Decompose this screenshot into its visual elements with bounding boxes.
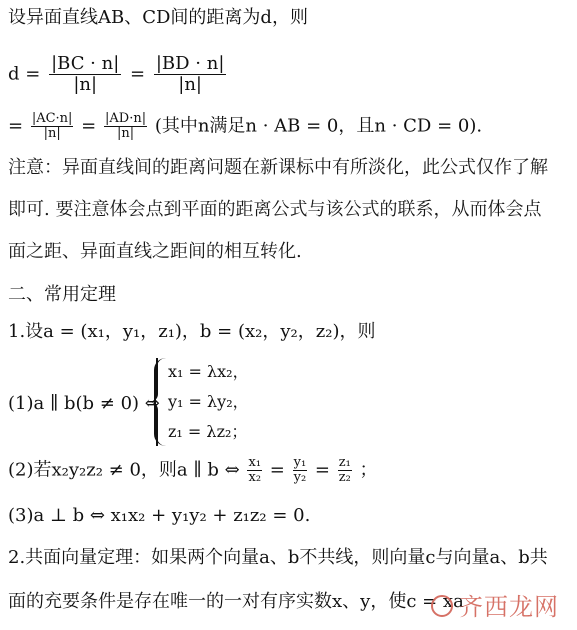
note-line-2: 即可. 要注意体会点到平面的距离公式与该公式的联系，从而体会点 xyxy=(8,199,542,220)
equals-sign-3: = xyxy=(81,115,97,137)
note-line-3: 面之距、异面直线之距间的相互转化. xyxy=(8,241,302,262)
distance-label: d = xyxy=(8,63,41,85)
ad-fraction xyxy=(104,112,147,141)
formula-intro: 设异面直线AB、CD间的距离为d，则 xyxy=(8,7,308,28)
ac-fraction xyxy=(31,112,74,141)
alternate-distance-formula-line xyxy=(8,112,482,141)
normal-vector-condition: (其中n满足n · AB = 0，且n · CD = 0). xyxy=(154,115,483,137)
theorem-1-part-1-left: (1)a ∥ b(b ≠ 0) ⇔ xyxy=(8,393,160,414)
theorem-2-line-2: 面的充要条件是存在唯一的一对有序实数x、y，使c = xa xyxy=(8,591,464,612)
note-line-1: 注意：异面直线间的距离问题在新课标中有所淡化，此公式仅作了解 xyxy=(8,157,548,178)
bc-fraction xyxy=(49,54,121,95)
watermark xyxy=(431,587,559,622)
y-ratio-fraction xyxy=(293,456,308,485)
z-ratio-numerator: z₁ xyxy=(338,455,351,470)
ratio-equals-1: = xyxy=(269,459,285,481)
ad-denominator: |n| xyxy=(116,126,135,141)
ac-denominator: |n| xyxy=(43,126,61,141)
equals-sign-1: = xyxy=(130,63,146,85)
parallel-condition-x: x₁ = λx₂， xyxy=(168,362,249,381)
x-ratio-denominator: x₂ xyxy=(248,470,262,485)
ad-numerator: |AD·n| xyxy=(105,111,147,126)
parallel-condition-z: z₁ = λz₂； xyxy=(168,422,248,441)
x-ratio-numerator: x₁ xyxy=(248,455,262,470)
bc-denominator: |n| xyxy=(73,74,98,95)
section-title: 二、常用定理 xyxy=(8,284,116,305)
distance-formula-line xyxy=(8,54,229,95)
theorem-1-part-3: (3)a ⊥ b ⇔ x₁x₂ + y₁y₂ + z₁z₂ = 0. xyxy=(8,505,311,526)
watermark-text: 齐西龙网 xyxy=(459,593,559,621)
theorem-1-part-2 xyxy=(8,456,378,485)
y-ratio-numerator: y₁ xyxy=(293,455,307,470)
bd-denominator: |n| xyxy=(178,74,202,95)
theorem-1-definition: 1.设a = (x₁，y₁，z₁)，b = (x₂，y₂，z₂)，则 xyxy=(8,321,376,342)
ratio-equals-2: = xyxy=(314,459,330,481)
z-ratio-denominator: z₂ xyxy=(338,470,351,485)
bd-fraction xyxy=(154,54,227,95)
z-ratio-fraction xyxy=(338,456,352,485)
theorem-1-part-2-tail: ； xyxy=(359,459,378,481)
watermark-logo-icon xyxy=(431,595,453,617)
x-ratio-fraction xyxy=(247,456,262,485)
y-ratio-denominator: y₂ xyxy=(293,470,307,485)
equals-sign-2: = xyxy=(8,115,24,137)
bd-numerator: |BD · n| xyxy=(155,53,225,74)
parallel-condition-y: y₁ = λy₂， xyxy=(168,392,249,411)
bc-numerator: |BC · n| xyxy=(51,53,120,74)
theorem-1-part-2-prefix: (2)若x₂y₂z₂ ≠ 0，则a ∥ b ⇔ xyxy=(8,459,240,481)
ac-numerator: |AC·n| xyxy=(31,111,73,126)
theorem-2-line-1: 2.共面向量定理：如果两个向量a、b不共线，则向量c与向量a、b共 xyxy=(8,547,548,568)
